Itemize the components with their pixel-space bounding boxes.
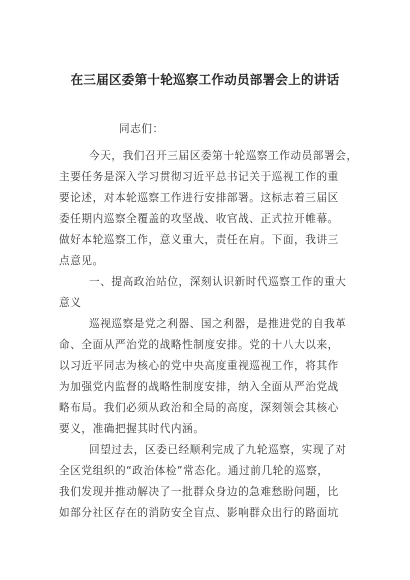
paragraph-line: 委任期内巡察全覆盖的攻坚战、收官战、正式拉开帷幕。 (59, 213, 339, 225)
paragraph-line: 全区党组织的“政治体检”常态化。通过前几轮的巡察， (59, 465, 329, 477)
paragraph-line: 今天，我们召开三届区委第十轮巡察工作动员部署会， (89, 150, 358, 162)
paragraph-line: 巡视巡察是党之利器、国之利器，是推进党的自我革 (89, 318, 347, 330)
paragraph-line: 要论述，对本轮巡察工作进行安排部署。这标志着三届区 (59, 192, 339, 204)
paragraph-line: 为加强党内监督的战略性制度安排，纳入全面从严治党战 (59, 381, 339, 393)
paragraph-line: 命、全面从严治党的战略性制度安排。党的十八大以来， (59, 339, 339, 351)
paragraph-line: 如部分社区存在的消防安全盲点、影响群众出行的路面坑 (59, 507, 339, 519)
section-heading: 一、提高政治站位，深刻认识新时代巡察工作的重大 (89, 276, 347, 288)
paragraph-line: 点意见。 (59, 255, 104, 267)
paragraph-line: 要义，准确把握其时代内涵。 (59, 423, 205, 435)
paragraph-line: 回望过去，区委已经顺利完成了九轮巡察，实现了对 (89, 444, 347, 456)
paragraph-line: 略布局。我们必须从政治和全局的高度，深刻领会其核心 (59, 402, 339, 414)
section-heading: 意义 (59, 297, 82, 309)
paragraph-line: 做好本轮巡察工作，意义重大，责任在肩。下面，我讲三 (59, 234, 339, 246)
paragraph-line: 主要任务是深入学习贯彻习近平总书记关于巡视工作的重 (59, 171, 339, 183)
document-title: 在三届区委第十轮巡察工作动员部署会上的讲话 (70, 72, 340, 87)
paragraph-line: 以习近平同志为核心的党中央高度重视巡视工作，将其作 (59, 360, 339, 372)
paragraph-line: 我们发现并推动解决了一批群众身边的急难愁盼问题，比 (59, 486, 339, 498)
salutation: 同志们： (119, 123, 164, 135)
